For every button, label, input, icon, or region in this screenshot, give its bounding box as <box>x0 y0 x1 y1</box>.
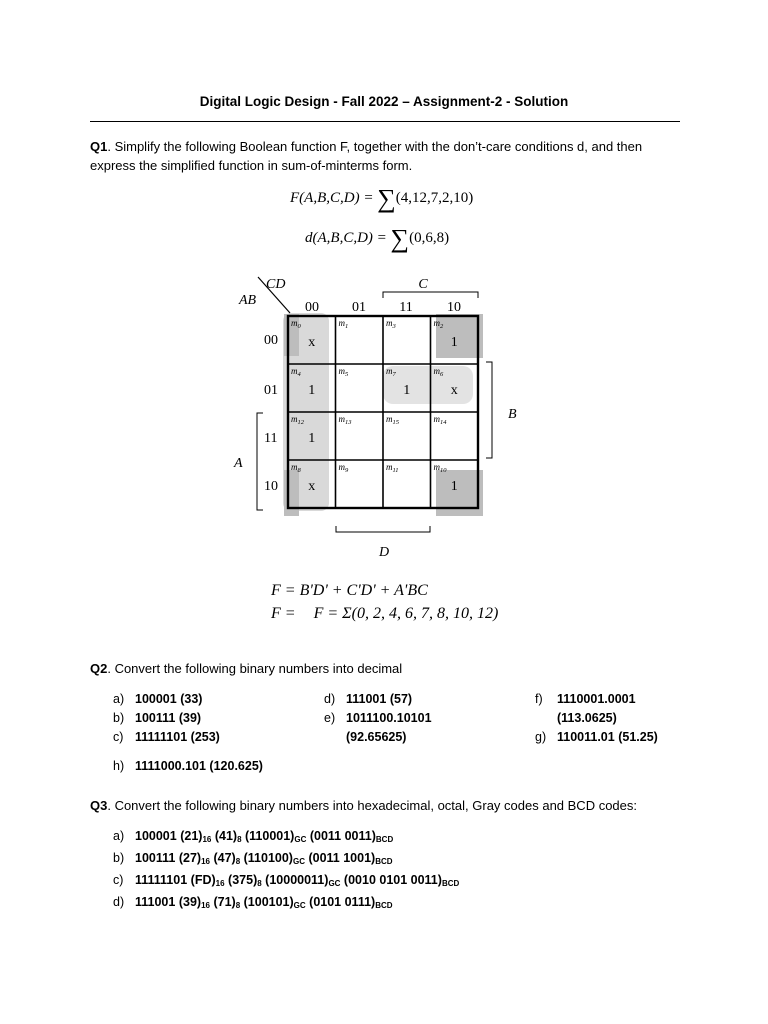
q2-item-value: 11111101 <box>135 730 188 744</box>
q3-item-label: b) <box>113 851 125 865</box>
q2-text: . Convert the following binary numbers into decimal <box>107 661 403 676</box>
octal-subscript: 8 <box>235 901 241 910</box>
b-label: B <box>508 407 517 422</box>
bcd-subscript: BCD <box>375 901 393 910</box>
minterm-label: $m_{12}$ <box>291 414 304 426</box>
q3-list <box>113 827 459 915</box>
minterm-label: $m_4$ <box>291 366 301 378</box>
q3-item-b <box>113 849 459 871</box>
c-bracket <box>383 292 478 298</box>
col-header-11: 11 <box>399 300 413 315</box>
q3-gray: (10000011) <box>265 873 329 887</box>
cell-value: x <box>450 383 458 398</box>
q2-item-label: f) <box>535 692 543 706</box>
cd-label: CD <box>266 277 286 292</box>
q3-octal: (41) <box>214 829 238 843</box>
q2-item-c <box>113 728 220 747</box>
q3-hex: (39) <box>178 895 202 909</box>
bcd-subscript: BCD <box>375 835 394 844</box>
col-header-00: 00 <box>305 300 319 315</box>
answer-line-2 <box>271 605 498 623</box>
q2-item-label: e) <box>324 711 336 725</box>
q3-hex: (21) <box>180 829 203 843</box>
q2-item-label: c) <box>113 730 124 744</box>
q1-text: . Simplify the following Boolean function F, together with the don’t-care conditions d, and then express the simplified function in sum-of-minterms form. <box>90 139 643 173</box>
q2-item-value: 110011.01 <box>557 730 615 744</box>
q2-item-answer: (57) <box>389 692 413 706</box>
q2-item-e <box>324 709 432 747</box>
q3-gray: (110100) <box>243 851 293 865</box>
minterm-label: $m_6$ <box>433 366 444 378</box>
q3-label: Q3 <box>90 798 108 813</box>
hex-subscript: 16 <box>202 835 212 844</box>
minterm-label: $m_{10}$ <box>433 462 447 474</box>
row-header-10: 10 <box>264 479 278 494</box>
q2-item-b <box>113 709 201 728</box>
gray-subscript: GC <box>328 879 341 888</box>
col-header-01: 01 <box>352 300 366 315</box>
q2-item-label: h) <box>113 759 125 773</box>
q2-item-label: g) <box>535 730 547 744</box>
q3-octal: (375) <box>228 873 258 887</box>
bcd-subscript: BCD <box>441 879 460 888</box>
group-m7-m6 <box>383 366 473 404</box>
hex-subscript: 16 <box>215 879 225 888</box>
q2-item-value: 1111000.101 <box>135 759 206 773</box>
gray-subscript: GC <box>294 835 307 844</box>
q2-item-g <box>535 728 658 747</box>
page-title: Digital Logic Design - Fall 2022 – Assignment-2 - Solution <box>199 94 569 109</box>
f-rhs: (4,12,7,2,10) <box>395 190 474 206</box>
q3-gray: (110001) <box>245 829 295 843</box>
q2-item-value: 111001 <box>346 692 387 706</box>
row-header-01: 01 <box>264 383 278 398</box>
q2-item-answer: (253) <box>190 730 220 744</box>
q3-item-value: 100111 <box>135 851 176 865</box>
q3-item-label: d) <box>113 895 125 909</box>
cell-value: 1 <box>450 335 458 350</box>
q3-octal: (71) <box>213 895 236 909</box>
group-corner-top-right <box>433 314 483 358</box>
q2-item-answer: (39) <box>178 711 202 725</box>
d-rhs: (0,6,8) <box>409 230 450 246</box>
q3-item-label: c) <box>113 873 124 887</box>
c-label: C <box>418 277 428 292</box>
answer-line-2-sum: F = Σ(0, 2, 4, 6, 7, 8, 10, 12) <box>313 605 499 622</box>
q2-item-d <box>324 690 412 709</box>
minterm-label: $m_{15}$ <box>386 414 399 426</box>
q2-item-label: a) <box>113 692 125 706</box>
cell-value: 1 <box>450 479 458 494</box>
row-header-00: 00 <box>264 333 278 348</box>
q2-item-value: 1110001.0001 <box>557 692 636 706</box>
gray-subscript: GC <box>293 901 306 910</box>
q2-label: Q2 <box>90 661 108 676</box>
q3-item-a <box>113 827 459 849</box>
karnaugh-map <box>220 270 540 565</box>
q2-item-label: b) <box>113 711 125 725</box>
q3-bcd: (0010 0101 0011) <box>343 873 442 887</box>
minterm-label: $m_{14}$ <box>433 414 447 426</box>
cell-value: x <box>308 479 316 494</box>
minterm-label: $m_2$ <box>433 318 444 330</box>
col-header-10: 10 <box>447 300 461 315</box>
row-header-11: 11 <box>264 431 278 446</box>
q2-item-answer: (92.65625) <box>346 730 407 744</box>
d-lhs: d(A,B,C,D) = <box>305 230 387 246</box>
q3-hex: (27) <box>178 851 202 865</box>
answer-line-1: F = B'D' + C'D' + A'BC <box>271 582 428 599</box>
octal-subscript: 8 <box>237 835 242 844</box>
q3-item-d <box>113 893 459 915</box>
octal-subscript: 8 <box>235 857 241 866</box>
answer-line-2-prefix: F = <box>271 605 296 622</box>
d-bracket <box>336 526 430 532</box>
ab-label: AB <box>239 293 257 308</box>
minterm-label: $m_{11}$ <box>386 462 399 474</box>
q3-gray: (100101) <box>243 895 294 909</box>
q2-item-answer: (120.625) <box>209 759 263 773</box>
q3-bcd: (0101 0111) <box>309 895 376 909</box>
q2-item-value: 1011100.10101 <box>346 711 432 725</box>
f-lhs: F(A,B,C,D) = <box>290 190 374 206</box>
q1-label: Q1 <box>90 139 108 154</box>
q1-prompt <box>90 137 690 175</box>
function-d <box>305 224 449 254</box>
minterm-label: $m_1$ <box>338 318 349 330</box>
q3-octal: (47) <box>213 851 236 865</box>
q3-item-c <box>113 871 459 893</box>
hex-subscript: 16 <box>201 857 210 866</box>
q2-item-f <box>535 690 636 728</box>
q3-prompt <box>90 798 637 813</box>
gray-subscript: GC <box>292 857 305 866</box>
cell-value: x <box>308 335 316 350</box>
minterm-label: $m_3$ <box>386 318 396 330</box>
q3-item-label: a) <box>113 829 125 843</box>
q2-item-answer: (33) <box>180 692 203 706</box>
minterm-label: $m_0$ <box>291 318 301 330</box>
d-label: D <box>378 545 390 560</box>
bcd-subscript: BCD <box>375 857 393 866</box>
minterm-label: $m_8$ <box>291 462 301 474</box>
q3-bcd: (0011 0011) <box>309 829 376 843</box>
q2-item-answer: (113.0625) <box>557 711 617 725</box>
minterm-label: $m_9$ <box>338 462 349 474</box>
b-bracket <box>486 362 492 458</box>
q2-item-answer: (51.25) <box>618 730 658 744</box>
q3-item-value: 111001 <box>135 895 176 909</box>
q2-item-value: 100001 <box>135 692 177 706</box>
q2-item-value: 100111 <box>135 711 176 725</box>
cell-value: 1 <box>308 431 316 446</box>
sigma-icon: ∑ <box>377 184 396 213</box>
cell-value: 1 <box>308 383 316 398</box>
q2-item-a <box>113 690 202 709</box>
q3-item-value: 11111101 <box>135 873 188 887</box>
sigma-icon: ∑ <box>390 224 410 253</box>
minterm-label: $m_7$ <box>386 366 396 378</box>
q2-prompt <box>90 661 402 676</box>
title-divider <box>90 121 680 122</box>
q2-item-h <box>113 757 263 776</box>
q3-bcd: (0011 1001) <box>308 851 376 865</box>
q2-item-label: d) <box>324 692 336 706</box>
octal-subscript: 8 <box>257 879 262 888</box>
a-bracket <box>257 413 263 510</box>
function-f <box>290 184 473 214</box>
q3-hex: (FD) <box>190 873 216 887</box>
hex-subscript: 16 <box>201 901 210 910</box>
q3-text: . Convert the following binary numbers into hexadecimal, octal, Gray codes and BCD codes: <box>107 798 637 813</box>
cell-value: 1 <box>403 383 411 398</box>
a-label: A <box>234 456 243 471</box>
q3-item-value: 100001 <box>135 829 177 843</box>
minterm-label: $m_{13}$ <box>338 414 352 426</box>
minterm-label: $m_5$ <box>338 366 349 378</box>
